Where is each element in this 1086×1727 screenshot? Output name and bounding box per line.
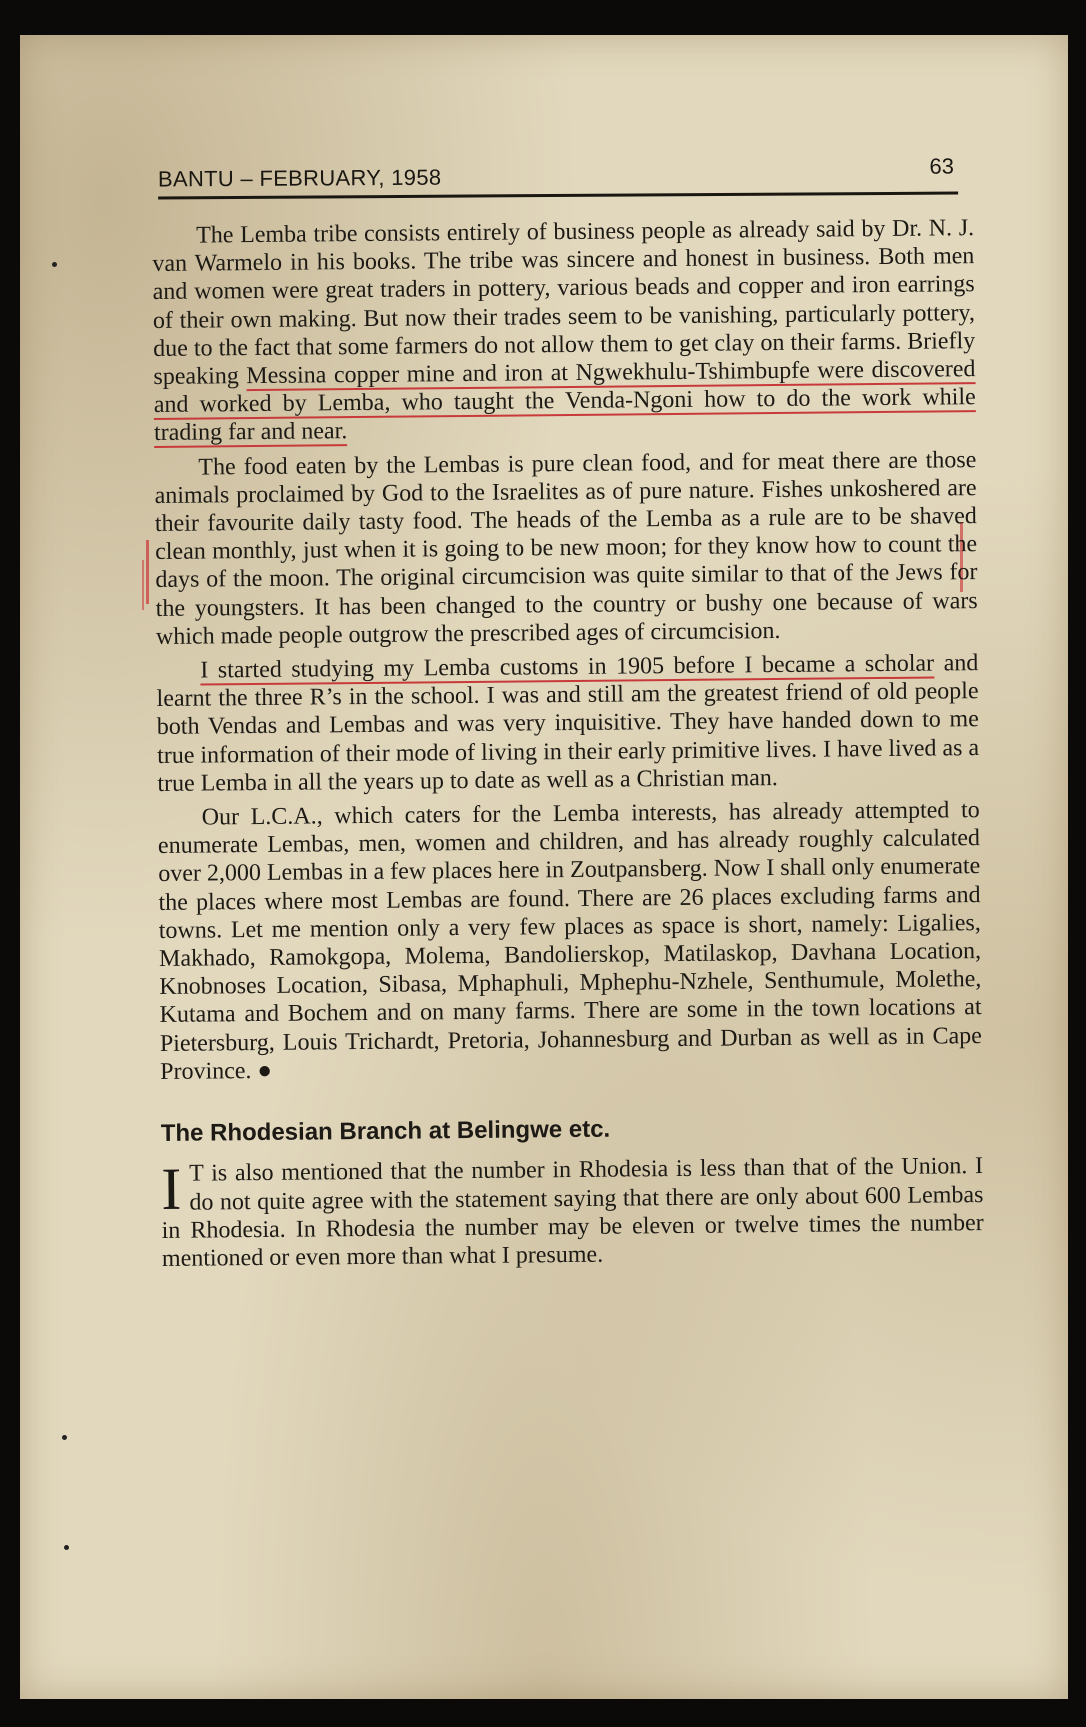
paragraph-1 bbox=[152, 214, 976, 448]
page-number: 63 bbox=[929, 153, 955, 179]
underlined-text: I started studying my Lemba customs in 1905 before I became a scholar bbox=[200, 650, 935, 684]
page-speck bbox=[62, 1435, 67, 1440]
paragraph-4 bbox=[158, 796, 983, 1086]
page-speck bbox=[64, 1545, 69, 1550]
paragraph-text: T is also mentioned that the number in Rhodesia is less than that of the Union. I do not quite agree with the statement saying that there are only about 600 Lembas in Rhodesia. In Rhodesia the number may be eleven or twelve times the number mentioned or even more than what I presume. bbox=[161, 1153, 984, 1272]
margin-mark bbox=[142, 560, 144, 610]
running-header bbox=[157, 153, 958, 200]
paragraph-text: Our L.C.A., which caters for the Lemba interests, has already attempted to enumerate Lembas, men, women and children, and has already roughly calculated over 2,000 Lembas in a few places here in Zoutpansberg. Now I shall only enumerate the places where most Lembas are found. There are 26 places excluding farms and towns. Let me mention only a very few places as space is short, namely: Ligalies, Makhado, Ramokgopa, Molema, Bandolierskop, Matilaskop, Davhana Location, Knobnoses Location, Sibasa, Mphaphuli, Mphephu-Nzhele, Senthumule, Molethe, Kutama and Bochem and on many farms. There are some in the town locations at Pietersburg, Louis Trichardt, Pretoria, Johannesburg and Durban as well as in Cape Province. ● bbox=[157, 797, 982, 1085]
paragraph-2 bbox=[154, 446, 978, 651]
underlined-text: Messina copper mine and iron at Ngwekhulu-Tshimbupfe were discovered and worked by Lemba, who taught the Venda-Ngoni how to do the work while trading far and near. bbox=[153, 356, 976, 447]
page-speck bbox=[52, 262, 57, 267]
margin-mark bbox=[146, 540, 149, 604]
journal-title: BANTU – FEBRUARY, 1958 bbox=[157, 164, 442, 192]
paragraph-text: The food eaten by the Lembas is pure clean food, and for meat there are those animals proclaimed by God to the Israelites as of pure nature. Fishes unkoshered are their favourite daily tasty food. The heads of the Lemba as a rule are to be shaved clean monthly, just when it is going to be new moon; for they know how to count the days of the moon. The original circumcision was quite similar to that of the Jews for the youngsters. It has been changed to the country or bushy one because of wars which made people outgrow the prescribed ages of circumcision. bbox=[154, 446, 978, 650]
paragraph-text: The Lemba tribe consists entirely of business people as already said by Dr. N. J. van Warmelo in his books. The tribe was sincere and honest in business. Both men and women were great traders in pottery, various beads and copper and iron earrings of their own making. But now their trades seem to be vanishing, particularly pottery, due to the fact that some farmers do not allow them to get clay on their farms. Briefly speaking bbox=[152, 215, 976, 391]
section-heading: The Rhodesian Branch at Belingwe etc. bbox=[160, 1115, 611, 1148]
drop-cap: I bbox=[160, 1156, 182, 1223]
paragraph-text: and learnt the three R’s in the school. I was and still am the greatest friend of old people both Vendas and Lembas and was very inquisitive. They have handed down to me true information of their mode of living in their early primitive lives. I have lived as a true Lemba in all the years up to date as well as a Christian man. bbox=[156, 650, 980, 797]
paragraph-3 bbox=[156, 649, 979, 798]
section-paragraph bbox=[161, 1152, 984, 1273]
article-body bbox=[152, 214, 984, 1279]
